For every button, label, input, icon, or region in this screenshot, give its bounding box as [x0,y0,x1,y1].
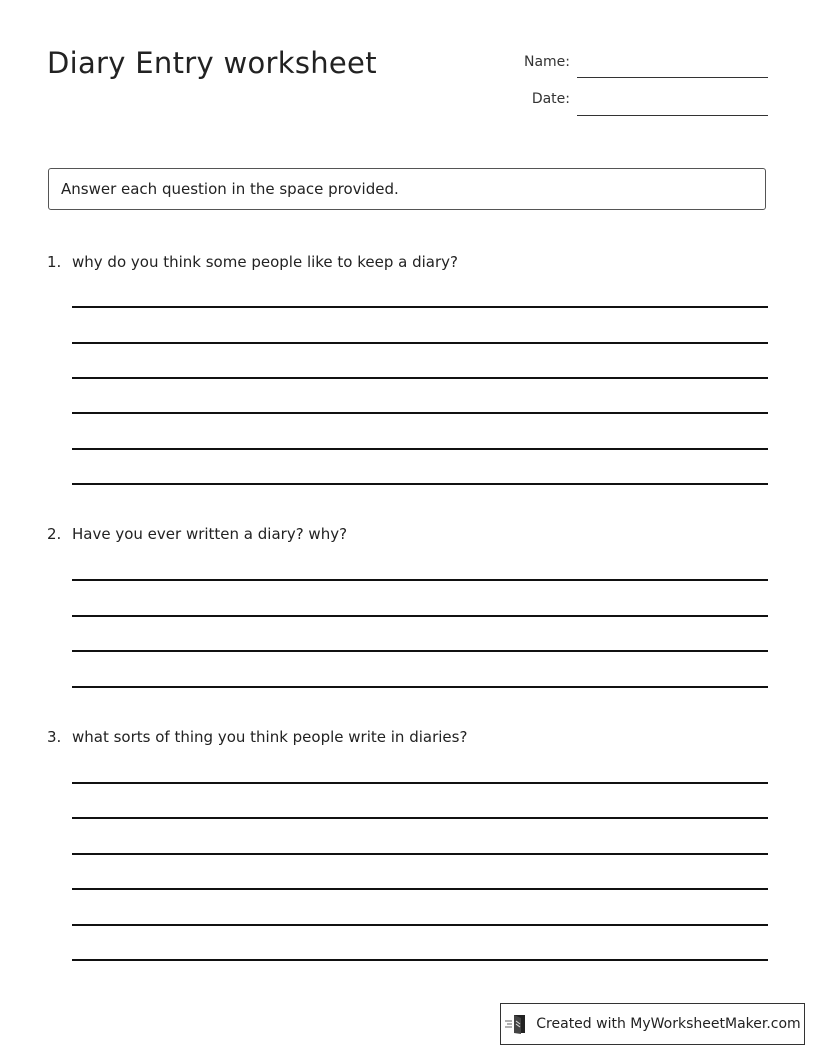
question-number: 1. [47,253,62,271]
answer-line[interactable] [72,412,768,414]
answer-line[interactable] [72,483,768,485]
question-text: Have you ever written a diary? why? [72,525,348,543]
answer-line[interactable] [72,888,768,890]
answer-line[interactable] [72,650,768,652]
question-number: 3. [47,728,62,746]
answer-line[interactable] [72,377,768,379]
answer-line[interactable] [72,817,768,819]
answer-line[interactable] [72,579,768,581]
answer-line[interactable] [72,615,768,617]
date-label: Date: [531,91,570,107]
answer-line[interactable] [72,686,768,688]
question-1 [47,253,458,271]
answer-line[interactable] [72,782,768,784]
instructions-text: Answer each question in the space provided. [61,180,399,198]
question-3 [47,728,467,746]
name-label: Name: [523,54,570,70]
name-field-line[interactable] [577,77,768,78]
question-text: why do you think some people like to keep a diary? [72,253,459,271]
answer-line[interactable] [72,853,768,855]
question-number: 2. [47,525,62,543]
answer-line[interactable] [72,959,768,961]
question-2 [47,525,347,543]
date-field-line[interactable] [577,115,768,116]
answer-line[interactable] [72,342,768,344]
answer-line[interactable] [72,924,768,926]
answer-line[interactable] [72,448,768,450]
instructions-box [48,168,766,210]
worksheet-title: Diary Entry worksheet [47,46,377,80]
question-text: what sorts of thing you think people write in diaries? [72,728,468,746]
answer-line[interactable] [72,306,768,308]
created-with-text: Created with MyWorksheetMaker.com [536,1016,801,1032]
created-with-badge[interactable] [500,1003,805,1045]
worksheet-maker-logo-icon [504,1013,528,1035]
